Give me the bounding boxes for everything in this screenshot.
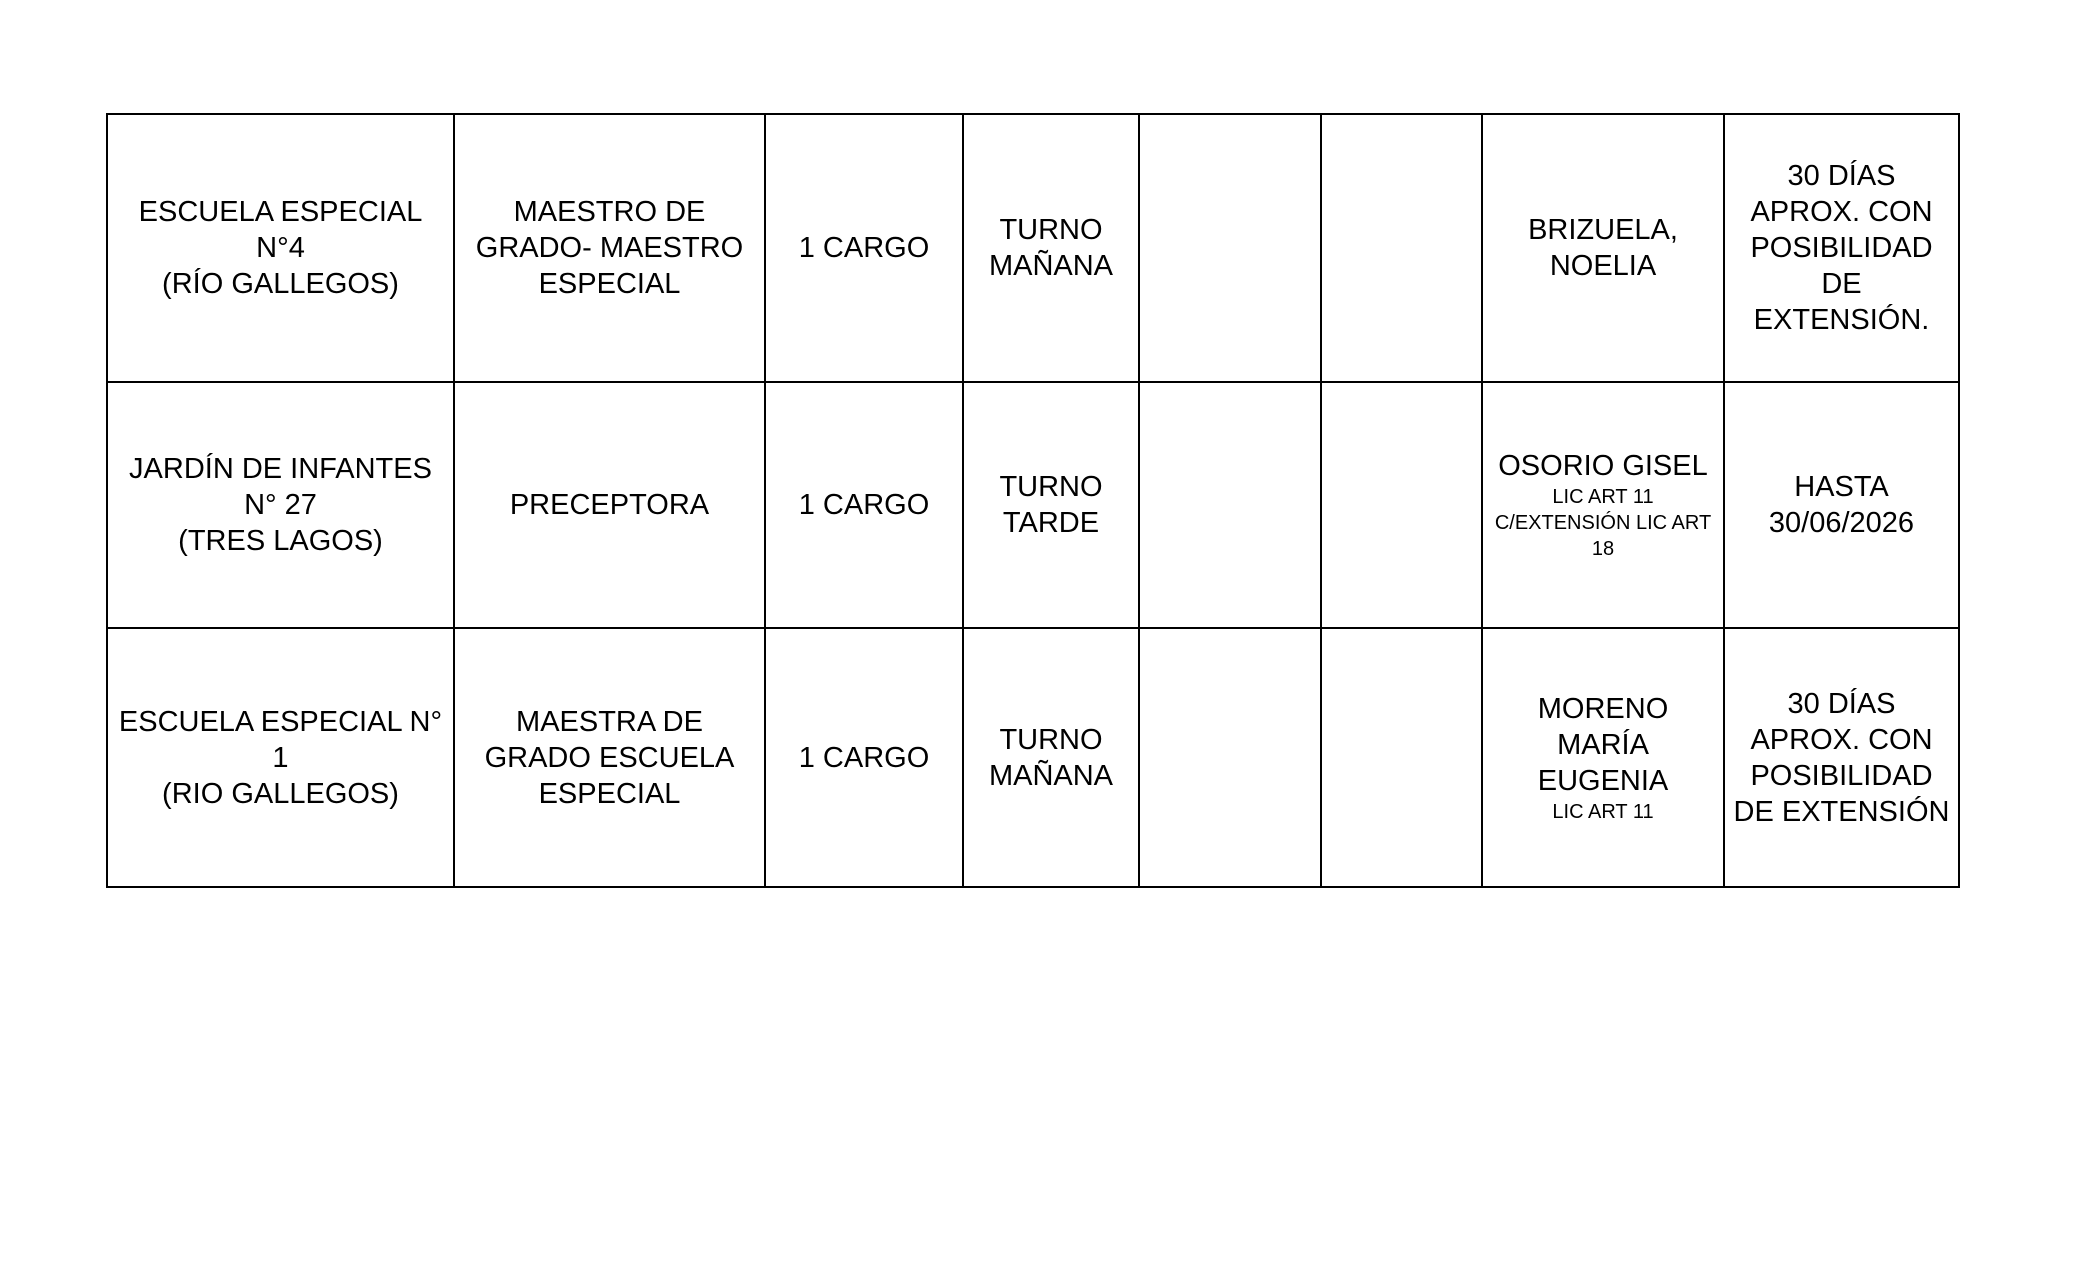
position-cell: PRECEPTORA: [454, 382, 765, 628]
empty-cell: [1139, 382, 1321, 628]
table-row: [107, 114, 1959, 382]
empty-cell: [1139, 628, 1321, 887]
quantity-cell: 1 CARGO: [765, 628, 963, 887]
position-cell: MAESTRO DE GRADO- MAESTRO ESPECIAL: [454, 114, 765, 382]
leave-note: LIC ART 11: [1552, 486, 1654, 508]
shift-cell: TURNO TARDE: [963, 382, 1139, 628]
holder-cell: MORENO MARÍA EUGENIA LIC ART 11: [1482, 628, 1724, 887]
empty-cell: [1321, 382, 1482, 628]
quantity-cell: 1 CARGO: [765, 382, 963, 628]
table-row: [107, 628, 1959, 887]
leave-note: 18: [1591, 538, 1615, 560]
empty-cell: [1321, 114, 1482, 382]
table-row: [107, 382, 1959, 628]
position-cell: MAESTRA DE GRADO ESCUELA ESPECIAL: [454, 628, 765, 887]
shift-cell: TURNO MAÑANA: [963, 628, 1139, 887]
duration-cell: 30 DÍAS APROX. CON POSIBILIDAD DE EXTENSIÓN: [1724, 628, 1959, 887]
shift-cell: TURNO MAÑANA: [963, 114, 1139, 382]
leave-note: LIC ART 11: [1552, 800, 1654, 823]
empty-cell: [1139, 114, 1321, 382]
holder-cell: OSORIO GISEL LIC ART 11 C/EXTENSIÓN LIC ART 18: [1482, 382, 1724, 628]
empty-cell: [1321, 628, 1482, 887]
institution-cell: ESCUELA ESPECIAL N°4 (RÍO GALLEGOS): [107, 114, 454, 382]
duration-cell: 30 DÍAS APROX. CON POSIBILIDAD DE EXTENSIÓN.: [1724, 114, 1959, 382]
institution-cell: JARDÍN DE INFANTES N° 27 (TRES LAGOS): [107, 382, 454, 628]
vacancy-table: [106, 113, 1960, 888]
holder-cell: BRIZUELA, NOELIA: [1482, 114, 1724, 382]
leave-note: C/EXTENSIÓN LIC ART: [1494, 512, 1712, 534]
quantity-cell: 1 CARGO: [765, 114, 963, 382]
institution-cell: ESCUELA ESPECIAL N° 1 (RIO GALLEGOS): [107, 628, 454, 887]
duration-cell: HASTA 30/06/2026: [1724, 382, 1959, 628]
